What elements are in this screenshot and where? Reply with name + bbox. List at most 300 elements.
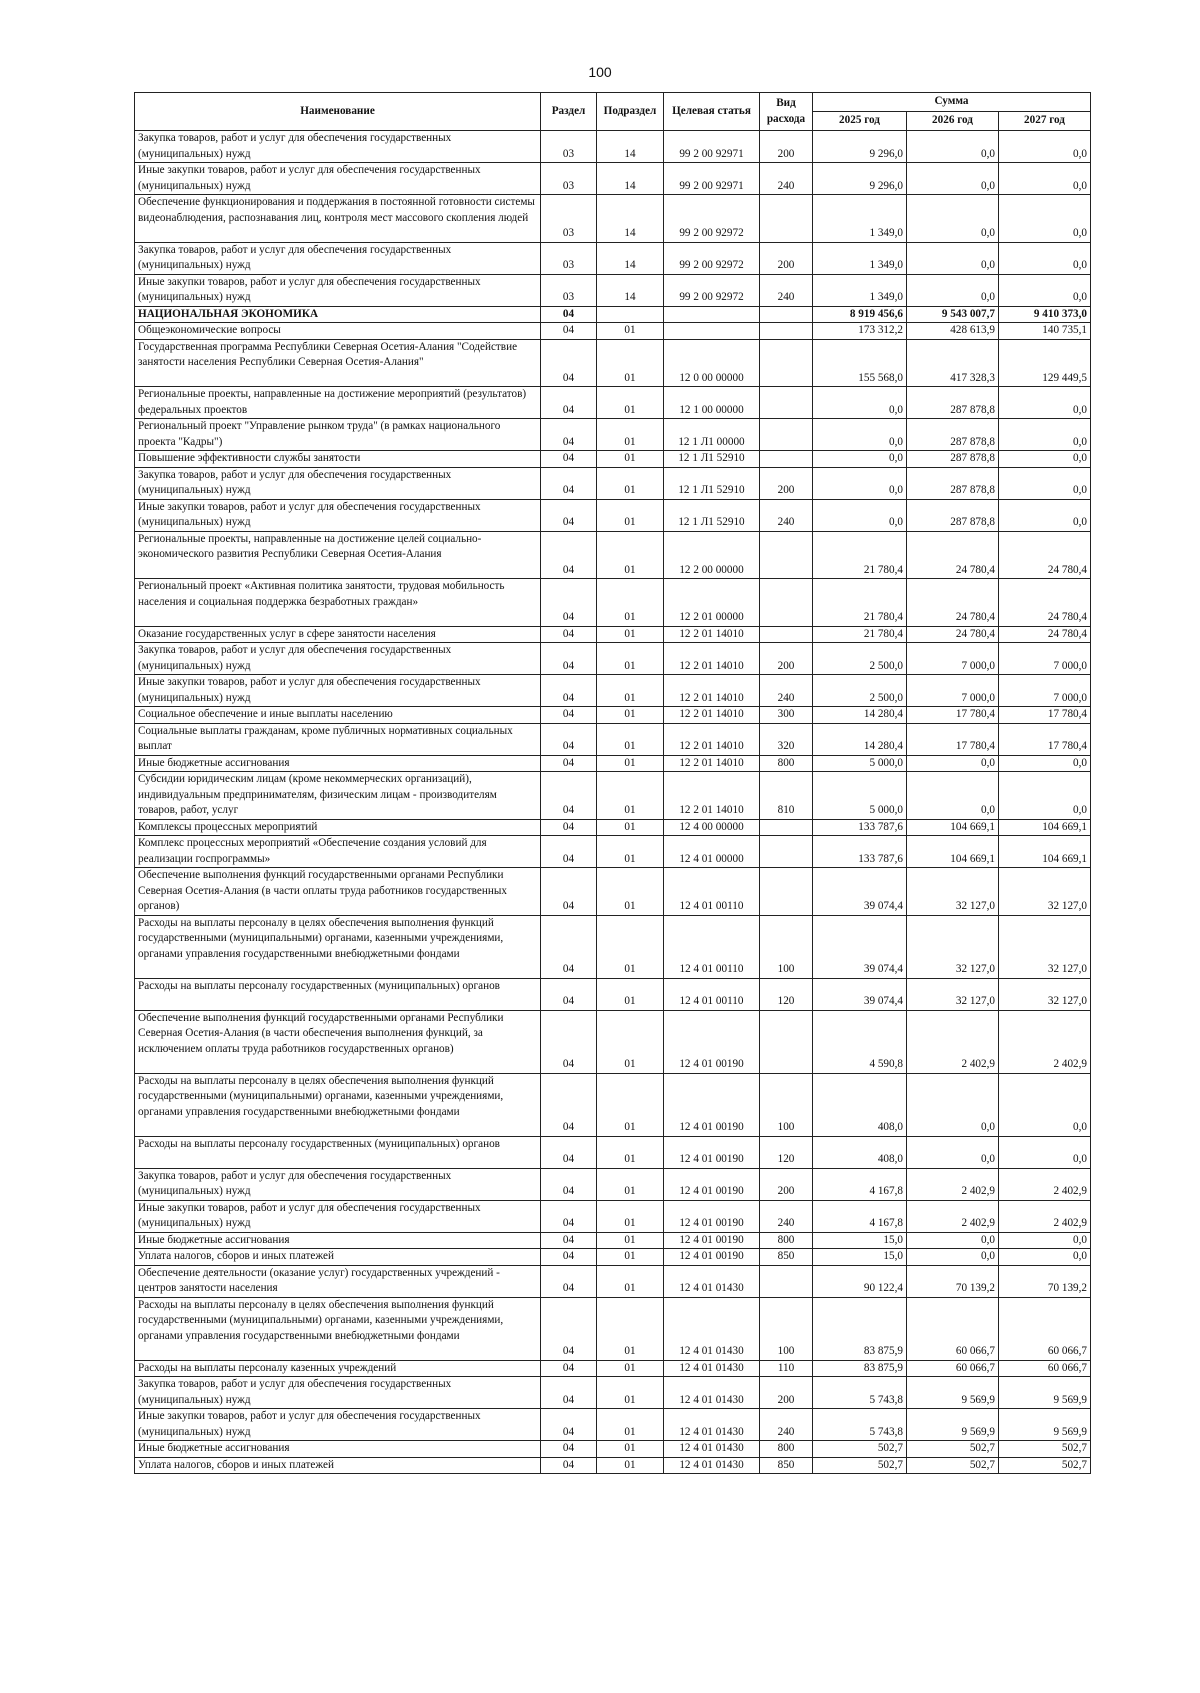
row-podrazdel: 01 [597,387,664,419]
row-name: Расходы на выплаты персоналу в целях обеспечения выполнения функций государственными (муниципальными) органами, казенными учреждениями, органами управления государственными внебюджетными фондами [135,1073,541,1136]
row-name: Социальные выплаты гражданам, кроме публичных нормативных социальных выплат [135,723,541,755]
row-name: Иные бюджетные ассигнования [135,755,541,772]
table-header [135,93,1091,131]
row-vid-raskhoda: 800 [760,755,813,772]
row-sum-2026: 287 878,8 [907,451,999,468]
row-name: Региональный проект «Активная политика занятости, трудовая мобильность населения и социальная поддержка безработных граждан» [135,579,541,627]
row-sum-2026: 0,0 [907,1136,999,1168]
row-sum-2025: 21 780,4 [813,579,907,627]
row-name: Уплата налогов, сборов и иных платежей [135,1249,541,1266]
row-razdel: 04 [541,1360,597,1377]
table-row [135,387,1091,419]
row-sum-2025: 0,0 [813,387,907,419]
row-razdel: 04 [541,467,597,499]
row-sum-2027: 17 780,4 [999,723,1091,755]
row-vid-raskhoda [760,626,813,643]
row-name: Обеспечение функционирования и поддержания в постоянной готовности системы видеонаблюдения, распознавания лиц, контроля мест массового скопления людей [135,195,541,243]
row-celevaya-statya [664,306,760,323]
row-sum-2025: 502,7 [813,1441,907,1458]
table-row [135,1457,1091,1474]
row-sum-2026: 0,0 [907,1073,999,1136]
row-celevaya-statya: 12 4 01 00000 [664,836,760,868]
row-sum-2027: 32 127,0 [999,915,1091,978]
row-razdel: 03 [541,163,597,195]
row-razdel: 04 [541,1168,597,1200]
row-celevaya-statya: 12 4 01 01430 [664,1297,760,1360]
row-vid-raskhoda: 800 [760,1232,813,1249]
row-sum-2025: 15,0 [813,1232,907,1249]
row-name: Расходы на выплаты персоналу казенных учреждений [135,1360,541,1377]
row-sum-2027: 0,0 [999,274,1091,306]
row-sum-2026: 0,0 [907,1232,999,1249]
row-name: Субсидии юридическим лицам (кроме некоммерческих организаций), индивидуальным предпринимателям, физическим лицам - производителям товаров, работ, услуг [135,772,541,820]
row-razdel: 04 [541,819,597,836]
row-name: Расходы на выплаты персоналу в целях обеспечения выполнения функций государственными (муниципальными) органами, казенными учреждениями, органами управления государственными внебюджетными фондами [135,1297,541,1360]
row-razdel: 04 [541,643,597,675]
row-sum-2027: 0,0 [999,1073,1091,1136]
row-razdel: 04 [541,1200,597,1232]
table-row [135,131,1091,163]
row-vid-raskhoda: 850 [760,1249,813,1266]
row-razdel: 04 [541,772,597,820]
row-podrazdel: 01 [597,626,664,643]
table-row [135,978,1091,1010]
row-podrazdel: 01 [597,707,664,724]
row-podrazdel: 01 [597,643,664,675]
row-sum-2027: 502,7 [999,1457,1091,1474]
table-row [135,626,1091,643]
header-celevaya-statya: Целевая статья [664,93,760,131]
row-celevaya-statya: 12 4 01 00110 [664,978,760,1010]
row-celevaya-statya: 99 2 00 92971 [664,163,760,195]
row-vid-raskhoda: 240 [760,1200,813,1232]
row-sum-2027: 9 569,9 [999,1409,1091,1441]
row-celevaya-statya: 12 4 01 00190 [664,1200,760,1232]
table-row [135,163,1091,195]
row-sum-2026: 70 139,2 [907,1265,999,1297]
row-sum-2026: 24 780,4 [907,531,999,579]
row-sum-2025: 21 780,4 [813,531,907,579]
row-razdel: 04 [541,755,597,772]
table-row [135,868,1091,916]
row-sum-2025: 2 500,0 [813,643,907,675]
row-sum-2026: 287 878,8 [907,499,999,531]
row-sum-2026: 0,0 [907,195,999,243]
row-razdel: 04 [541,675,597,707]
row-sum-2026: 7 000,0 [907,643,999,675]
row-sum-2026: 0,0 [907,163,999,195]
row-vid-raskhoda: 240 [760,675,813,707]
row-celevaya-statya [664,323,760,340]
row-razdel: 04 [541,1010,597,1073]
row-sum-2026: 502,7 [907,1441,999,1458]
row-sum-2025: 173 312,2 [813,323,907,340]
row-podrazdel: 01 [597,1010,664,1073]
row-vid-raskhoda: 240 [760,163,813,195]
row-podrazdel: 01 [597,467,664,499]
row-celevaya-statya: 12 4 00 00000 [664,819,760,836]
row-celevaya-statya: 12 4 01 01430 [664,1265,760,1297]
row-razdel: 03 [541,131,597,163]
row-name: Региональные проекты, направленные на достижение целей социально-экономического развития Республики Северная Осетия-Алания [135,531,541,579]
row-name: Иные закупки товаров, работ и услуг для обеспечения государственных (муниципальных) нужд [135,675,541,707]
row-name: Иные закупки товаров, работ и услуг для обеспечения государственных (муниципальных) нужд [135,274,541,306]
row-sum-2026: 0,0 [907,1249,999,1266]
row-sum-2026: 60 066,7 [907,1360,999,1377]
row-sum-2025: 1 349,0 [813,242,907,274]
row-razdel: 04 [541,1136,597,1168]
row-vid-raskhoda: 100 [760,1297,813,1360]
row-podrazdel: 01 [597,531,664,579]
table-row [135,707,1091,724]
table-row [135,675,1091,707]
table-row [135,531,1091,579]
row-vid-raskhoda [760,1010,813,1073]
row-vid-raskhoda: 120 [760,1136,813,1168]
table-row [135,1409,1091,1441]
row-sum-2027: 7 000,0 [999,643,1091,675]
row-podrazdel: 01 [597,723,664,755]
table-row [135,419,1091,451]
row-sum-2026: 0,0 [907,755,999,772]
table-row [135,467,1091,499]
row-name: Закупка товаров, работ и услуг для обеспечения государственных (муниципальных) нужд [135,1168,541,1200]
row-sum-2027: 0,0 [999,163,1091,195]
row-sum-2027: 0,0 [999,195,1091,243]
header-year-2025: 2025 год [813,112,907,131]
row-vid-raskhoda [760,531,813,579]
row-sum-2025: 39 074,4 [813,868,907,916]
row-podrazdel [597,306,664,323]
row-sum-2025: 5 743,8 [813,1409,907,1441]
row-sum-2026: 2 402,9 [907,1010,999,1073]
row-razdel: 04 [541,1409,597,1441]
row-vid-raskhoda: 120 [760,978,813,1010]
row-vid-raskhoda [760,339,813,387]
row-sum-2027: 0,0 [999,387,1091,419]
row-name: Государственная программа Республики Северная Осетия-Алания "Содействие занятости населения Республики Северная Осетия-Алания" [135,339,541,387]
row-name: Закупка товаров, работ и услуг для обеспечения государственных (муниципальных) нужд [135,643,541,675]
row-razdel: 04 [541,836,597,868]
row-celevaya-statya: 12 4 01 00190 [664,1168,760,1200]
row-name: Иные закупки товаров, работ и услуг для обеспечения государственных (муниципальных) нужд [135,1409,541,1441]
row-sum-2027: 24 780,4 [999,626,1091,643]
row-sum-2027: 70 139,2 [999,1265,1091,1297]
row-sum-2026: 287 878,8 [907,467,999,499]
row-razdel: 04 [541,1073,597,1136]
table-row [135,1073,1091,1136]
row-podrazdel: 01 [597,1232,664,1249]
row-celevaya-statya: 12 1 Л1 00000 [664,419,760,451]
row-sum-2026: 0,0 [907,772,999,820]
row-razdel: 04 [541,339,597,387]
row-sum-2026: 104 669,1 [907,836,999,868]
row-celevaya-statya: 12 2 01 00000 [664,579,760,627]
row-celevaya-statya: 12 4 01 01430 [664,1457,760,1474]
row-name: Закупка товаров, работ и услуг для обеспечения государственных (муниципальных) нужд [135,242,541,274]
row-sum-2026: 287 878,8 [907,387,999,419]
row-podrazdel: 01 [597,1136,664,1168]
table-row [135,1265,1091,1297]
row-razdel: 04 [541,1265,597,1297]
table-row [135,579,1091,627]
row-vid-raskhoda [760,451,813,468]
row-sum-2025: 83 875,9 [813,1360,907,1377]
table-row [135,772,1091,820]
row-vid-raskhoda [760,387,813,419]
row-vid-raskhoda [760,195,813,243]
row-sum-2027: 24 780,4 [999,579,1091,627]
row-sum-2027: 2 402,9 [999,1200,1091,1232]
row-celevaya-statya: 99 2 00 92972 [664,195,760,243]
row-podrazdel: 01 [597,1200,664,1232]
table-row [135,1297,1091,1360]
row-sum-2027: 104 669,1 [999,836,1091,868]
row-sum-2025: 14 280,4 [813,707,907,724]
row-celevaya-statya: 12 1 00 00000 [664,387,760,419]
row-celevaya-statya: 12 1 Л1 52910 [664,499,760,531]
row-sum-2026: 502,7 [907,1457,999,1474]
row-sum-2027: 0,0 [999,772,1091,820]
header-year-2026: 2026 год [907,112,999,131]
row-podrazdel: 01 [597,819,664,836]
row-sum-2025: 2 500,0 [813,675,907,707]
row-sum-2026: 0,0 [907,242,999,274]
table-row [135,1136,1091,1168]
row-sum-2027: 32 127,0 [999,868,1091,916]
row-name: Комплексы процессных мероприятий [135,819,541,836]
row-sum-2027: 9 569,9 [999,1377,1091,1409]
row-sum-2027: 32 127,0 [999,978,1091,1010]
row-celevaya-statya: 12 2 01 14010 [664,755,760,772]
table-row [135,1249,1091,1266]
row-celevaya-statya: 12 4 01 00110 [664,915,760,978]
row-sum-2026: 32 127,0 [907,868,999,916]
row-sum-2027: 0,0 [999,1249,1091,1266]
row-razdel: 04 [541,579,597,627]
page-number: 100 [588,64,612,80]
row-name: Обеспечение деятельности (оказание услуг) государственных учреждений - центров занятости населения [135,1265,541,1297]
row-razdel: 03 [541,195,597,243]
row-razdel: 04 [541,419,597,451]
row-vid-raskhoda: 800 [760,1441,813,1458]
row-vid-raskhoda: 320 [760,723,813,755]
row-sum-2025: 408,0 [813,1073,907,1136]
row-vid-raskhoda [760,323,813,340]
row-vid-raskhoda: 810 [760,772,813,820]
row-sum-2025: 1 349,0 [813,274,907,306]
row-sum-2026: 104 669,1 [907,819,999,836]
row-name: Уплата налогов, сборов и иных платежей [135,1457,541,1474]
header-vid-raskhoda: Вид расхода [760,93,813,131]
row-razdel: 04 [541,978,597,1010]
row-celevaya-statya: 12 4 01 00190 [664,1073,760,1136]
row-podrazdel: 01 [597,323,664,340]
row-sum-2026: 428 613,9 [907,323,999,340]
row-razdel: 04 [541,626,597,643]
row-name: Общеэкономические вопросы [135,323,541,340]
row-name: Социальное обеспечение и иные выплаты населению [135,707,541,724]
row-vid-raskhoda: 200 [760,1377,813,1409]
table-body [135,131,1091,1474]
row-sum-2027: 17 780,4 [999,707,1091,724]
row-sum-2027: 0,0 [999,451,1091,468]
row-podrazdel: 14 [597,131,664,163]
row-vid-raskhoda [760,419,813,451]
row-sum-2025: 90 122,4 [813,1265,907,1297]
row-celevaya-statya: 12 2 01 14010 [664,707,760,724]
row-vid-raskhoda: 110 [760,1360,813,1377]
row-sum-2026: 287 878,8 [907,419,999,451]
row-podrazdel: 14 [597,163,664,195]
row-vid-raskhoda: 200 [760,467,813,499]
row-sum-2027: 104 669,1 [999,819,1091,836]
table-row [135,274,1091,306]
row-sum-2027: 9 410 373,0 [999,306,1091,323]
table-row [135,1168,1091,1200]
table-row [135,1441,1091,1458]
row-podrazdel: 01 [597,1168,664,1200]
table-row [135,915,1091,978]
row-sum-2025: 4 167,8 [813,1168,907,1200]
table-row [135,723,1091,755]
row-vid-raskhoda: 200 [760,1168,813,1200]
row-sum-2026: 32 127,0 [907,915,999,978]
row-razdel: 04 [541,499,597,531]
table-row [135,306,1091,323]
row-razdel: 03 [541,274,597,306]
row-sum-2025: 15,0 [813,1249,907,1266]
row-sum-2027: 0,0 [999,242,1091,274]
row-celevaya-statya: 12 4 01 00190 [664,1249,760,1266]
row-sum-2026: 9 569,9 [907,1377,999,1409]
row-sum-2026: 9 569,9 [907,1409,999,1441]
row-vid-raskhoda [760,836,813,868]
row-celevaya-statya: 99 2 00 92972 [664,274,760,306]
row-razdel: 04 [541,868,597,916]
row-vid-raskhoda: 850 [760,1457,813,1474]
row-podrazdel: 01 [597,499,664,531]
row-vid-raskhoda: 240 [760,499,813,531]
row-razdel: 04 [541,915,597,978]
row-celevaya-statya: 12 4 01 00190 [664,1232,760,1249]
row-razdel: 04 [541,1249,597,1266]
row-celevaya-statya: 12 2 01 14010 [664,626,760,643]
row-sum-2025: 83 875,9 [813,1297,907,1360]
row-podrazdel: 01 [597,675,664,707]
row-name: Обеспечение выполнения функций государственными органами Республики Северная Осетия-Алания (в части оплаты труда работников государственных органов) [135,868,541,916]
header-name: Наименование [135,93,541,131]
row-vid-raskhoda [760,1265,813,1297]
table-row [135,195,1091,243]
row-podrazdel: 01 [597,1073,664,1136]
row-podrazdel: 01 [597,1377,664,1409]
row-vid-raskhoda: 240 [760,1409,813,1441]
row-podrazdel: 01 [597,1409,664,1441]
row-name: Обеспечение выполнения функций государственными органами Республики Северная Осетия-Алания (в части обеспечения выполнения функций, за исключением оплаты труда работников государственных органов) [135,1010,541,1073]
table-row [135,1377,1091,1409]
row-name: Иные закупки товаров, работ и услуг для обеспечения государственных (муниципальных) нужд [135,499,541,531]
table-row [135,339,1091,387]
table-row [135,1360,1091,1377]
row-celevaya-statya: 12 4 01 00190 [664,1136,760,1168]
row-vid-raskhoda: 200 [760,643,813,675]
row-podrazdel: 01 [597,1441,664,1458]
table-row [135,1232,1091,1249]
row-sum-2025: 21 780,4 [813,626,907,643]
row-podrazdel: 01 [597,755,664,772]
row-name: Иные закупки товаров, работ и услуг для обеспечения государственных (муниципальных) нужд [135,163,541,195]
row-sum-2026: 417 328,3 [907,339,999,387]
row-celevaya-statya: 12 4 01 00190 [664,1010,760,1073]
row-celevaya-statya: 12 0 00 00000 [664,339,760,387]
row-sum-2026: 7 000,0 [907,675,999,707]
header-summa: Сумма [813,93,1091,112]
row-podrazdel: 01 [597,1249,664,1266]
row-sum-2025: 5 000,0 [813,772,907,820]
row-sum-2027: 24 780,4 [999,531,1091,579]
row-podrazdel: 01 [597,579,664,627]
row-celevaya-statya: 12 2 00 00000 [664,531,760,579]
row-sum-2027: 60 066,7 [999,1297,1091,1360]
row-razdel: 04 [541,723,597,755]
header-year-2027: 2027 год [999,112,1091,131]
row-celevaya-statya: 12 1 Л1 52910 [664,467,760,499]
row-sum-2027: 0,0 [999,419,1091,451]
row-sum-2026: 24 780,4 [907,626,999,643]
row-sum-2027: 2 402,9 [999,1010,1091,1073]
row-sum-2025: 9 296,0 [813,163,907,195]
row-razdel: 04 [541,1377,597,1409]
row-sum-2025: 502,7 [813,1457,907,1474]
row-sum-2026: 32 127,0 [907,978,999,1010]
table-row [135,819,1091,836]
row-celevaya-statya: 99 2 00 92971 [664,131,760,163]
row-sum-2025: 1 349,0 [813,195,907,243]
row-name: Комплекс процессных мероприятий «Обеспечение создания условий для реализации госпрограммы» [135,836,541,868]
row-razdel: 04 [541,451,597,468]
row-sum-2027: 0,0 [999,1232,1091,1249]
row-name: Иные бюджетные ассигнования [135,1441,541,1458]
row-sum-2027: 2 402,9 [999,1168,1091,1200]
row-celevaya-statya: 12 2 01 14010 [664,643,760,675]
row-celevaya-statya: 12 4 01 01430 [664,1409,760,1441]
budget-table [134,92,1091,1474]
row-celevaya-statya: 12 4 01 00110 [664,868,760,916]
row-razdel: 04 [541,1232,597,1249]
row-celevaya-statya: 99 2 00 92972 [664,242,760,274]
row-name: Расходы на выплаты персоналу государственных (муниципальных) органов [135,978,541,1010]
row-podrazdel: 14 [597,242,664,274]
row-podrazdel: 01 [597,339,664,387]
row-celevaya-statya: 12 2 01 14010 [664,772,760,820]
row-podrazdel: 01 [597,1265,664,1297]
table-row [135,451,1091,468]
row-sum-2025: 8 919 456,6 [813,306,907,323]
row-sum-2025: 39 074,4 [813,915,907,978]
row-podrazdel: 14 [597,274,664,306]
row-razdel: 04 [541,323,597,340]
row-sum-2025: 408,0 [813,1136,907,1168]
table-row [135,1200,1091,1232]
row-name: Оказание государственных услуг в сфере занятости населения [135,626,541,643]
row-name: Закупка товаров, работ и услуг для обеспечения государственных (муниципальных) нужд [135,467,541,499]
row-podrazdel: 14 [597,195,664,243]
row-vid-raskhoda [760,868,813,916]
row-sum-2026: 17 780,4 [907,707,999,724]
row-vid-raskhoda: 300 [760,707,813,724]
row-name: Расходы на выплаты персоналу государственных (муниципальных) органов [135,1136,541,1168]
